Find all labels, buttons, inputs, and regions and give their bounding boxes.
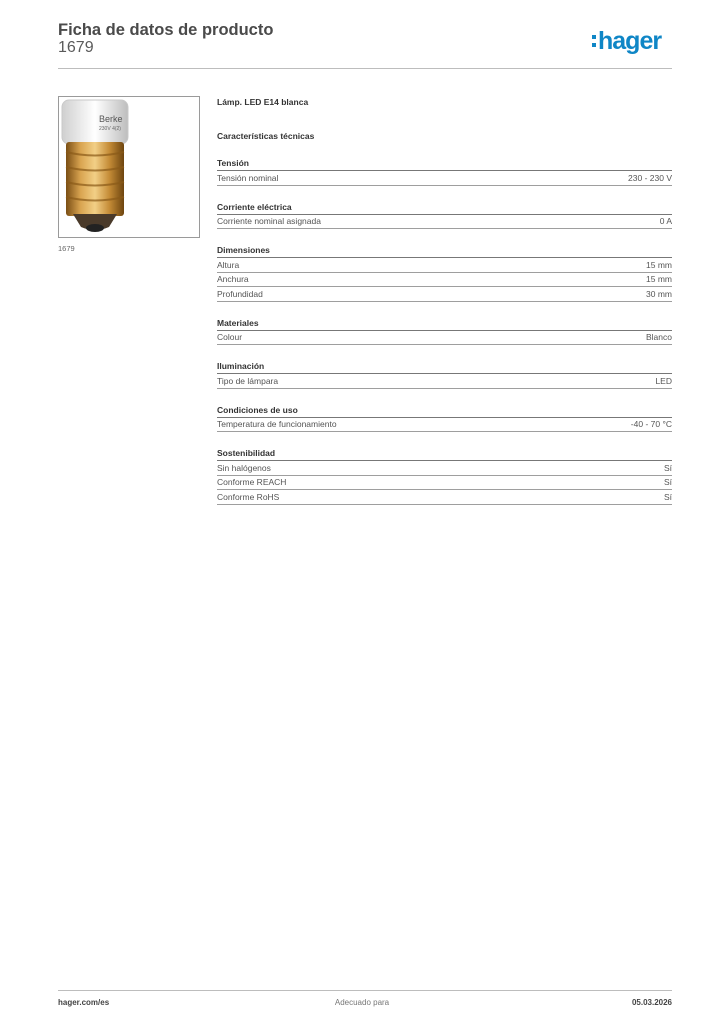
spec-value: Sí <box>663 491 672 502</box>
spec-label: Corriente nominal asignada <box>217 216 321 227</box>
image-caption: 1679 <box>58 244 75 253</box>
group-title: Tensión <box>217 156 672 171</box>
led-lamp-image <box>59 97 199 237</box>
group-title: Condiciones de uso <box>217 403 672 418</box>
spec-row <box>217 258 672 273</box>
spec-value: LED <box>655 375 672 386</box>
group-title: Corriente eléctrica <box>217 200 672 215</box>
spec-row <box>217 331 672 346</box>
spec-label: Conforme RoHS <box>217 491 280 502</box>
spec-label: Colour <box>217 332 243 343</box>
footer-date: 05.03.2026 <box>631 998 672 1007</box>
spec-row <box>217 476 672 491</box>
group-current <box>217 200 672 230</box>
spec-value: 230 - 230 V <box>628 172 672 183</box>
spec-value: Blanco <box>646 332 672 343</box>
footer-divider <box>58 990 672 991</box>
spec-row <box>217 273 672 288</box>
page-title: Ficha de datos de producto <box>58 21 274 39</box>
header-divider <box>58 68 672 69</box>
product-image <box>58 96 200 238</box>
spec-value: Sí <box>663 462 672 473</box>
spec-label: Tensión nominal <box>217 172 279 183</box>
spec-value: Sí <box>663 477 672 488</box>
spec-value: 15 mm <box>646 274 672 285</box>
product-details <box>217 96 672 505</box>
spec-value: 15 mm <box>646 259 672 270</box>
spec-row <box>217 374 672 389</box>
footer-center-text: Adecuado para <box>334 998 390 1007</box>
spec-label: Temperatura de funcionamiento <box>217 419 337 430</box>
spec-label: Sin halógenos <box>217 462 271 473</box>
lamp-label-brand: Berke <box>99 114 123 124</box>
group-lighting <box>217 359 672 389</box>
spec-value: -40 - 70 °C <box>630 419 672 430</box>
product-number: 1679 <box>58 39 94 56</box>
spec-row <box>217 490 672 505</box>
group-materials <box>217 316 672 346</box>
spec-row <box>217 171 672 186</box>
spec-label: Anchura <box>217 274 249 285</box>
group-conditions <box>217 403 672 433</box>
spec-value: 0 A <box>659 216 672 227</box>
lamp-label-spec: 230V 4(2) <box>99 126 121 132</box>
spec-label: Tipo de lámpara <box>217 375 279 386</box>
group-title: Materiales <box>217 316 672 331</box>
logo-text: hager <box>598 26 662 55</box>
spec-row <box>217 461 672 476</box>
spec-label: Altura <box>217 259 240 270</box>
section-heading: Características técnicas <box>217 131 315 141</box>
spec-label: Conforme REACH <box>217 477 287 488</box>
group-title: Iluminación <box>217 359 672 374</box>
group-title: Sostenibilidad <box>217 446 672 461</box>
product-name: Lámp. LED E14 blanca <box>217 97 309 107</box>
logo-mark-icon <box>592 35 596 47</box>
spec-value: 30 mm <box>646 288 672 299</box>
spec-label: Profundidad <box>217 288 263 299</box>
spec-row <box>217 287 672 302</box>
group-tension <box>217 156 672 186</box>
group-title: Dimensiones <box>217 243 672 258</box>
footer-website-link[interactable]: hager.com/es <box>58 998 110 1007</box>
hager-logo <box>592 27 661 55</box>
group-sustainability <box>217 446 672 505</box>
spec-row <box>217 418 672 433</box>
spec-row <box>217 215 672 230</box>
group-dimensions <box>217 243 672 302</box>
